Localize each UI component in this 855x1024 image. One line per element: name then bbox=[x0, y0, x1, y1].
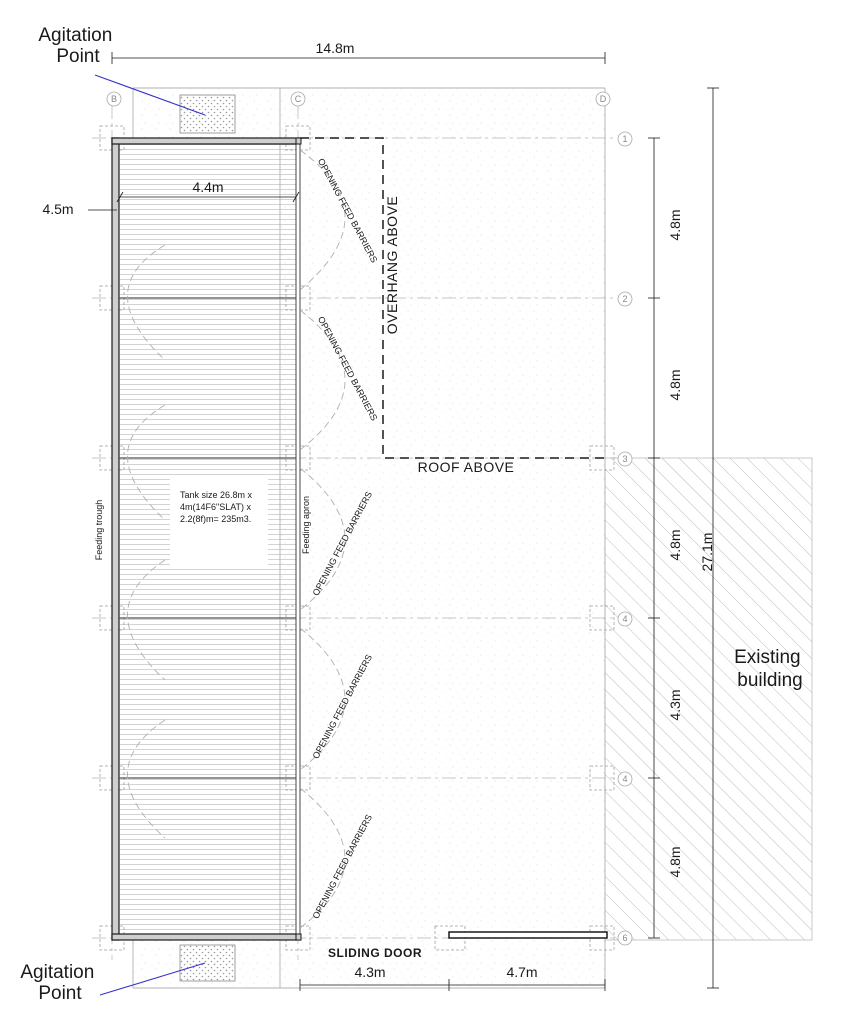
grid-row-4a: 4 bbox=[622, 614, 628, 624]
roof-above-label: ROOF ABOVE bbox=[417, 459, 515, 475]
agitation-top-word1: Agitation bbox=[38, 25, 113, 46]
sliding-door-label: SLIDING DOOR bbox=[327, 946, 423, 960]
existing-building-word2: building bbox=[737, 670, 803, 691]
grid-row-1: 1 bbox=[622, 134, 628, 144]
sliding-door bbox=[449, 932, 607, 938]
tank-note-line-3: 2.2(8f)m= 235m3. bbox=[180, 514, 252, 524]
dim-bottom-right: 4.7m bbox=[506, 964, 538, 980]
grid-col-d: D bbox=[599, 94, 607, 104]
overhang-above-label: OVERHANG ABOVE bbox=[384, 195, 400, 335]
tank-note-line-2: 4m(14F6"SLAT) x bbox=[180, 502, 252, 512]
tank-note bbox=[180, 490, 255, 524]
agitation-pad-top bbox=[180, 95, 235, 133]
grid-row-2: 2 bbox=[622, 294, 628, 304]
feed-barrier-label-5: OPENING FEED BARRIERS bbox=[310, 812, 375, 921]
dim-left-width: 4.5m bbox=[42, 201, 74, 217]
dim-slat-width: 4.4m bbox=[192, 179, 224, 195]
agitation-bottom-label bbox=[20, 962, 99, 1004]
dim-bay-2: 4.8m bbox=[667, 369, 683, 401]
grid-row-6: 6 bbox=[622, 933, 628, 943]
feed-barrier-label-1: OPENING FEED BARRIERS bbox=[315, 156, 380, 265]
dim-bay-1: 4.8m bbox=[667, 209, 683, 241]
feed-barrier-label-4: OPENING FEED BARRIERS bbox=[310, 652, 375, 761]
existing-building-word1: Existing bbox=[734, 647, 801, 668]
dim-total-length: 27.1m bbox=[699, 532, 715, 572]
dim-bay-5: 4.8m bbox=[667, 846, 683, 878]
feed-barrier-label-2: OPENING FEED BARRIERS bbox=[315, 314, 380, 423]
agitation-top-label bbox=[38, 25, 117, 67]
grid-col-c: C bbox=[294, 94, 302, 104]
dim-bay-3: 4.8m bbox=[667, 529, 683, 561]
grid-row-4b: 4 bbox=[622, 774, 628, 784]
agitation-pad-bottom bbox=[180, 945, 235, 981]
feed-barrier-label-3: OPENING FEED BARRIERS bbox=[310, 489, 375, 598]
tank-note-line-1: Tank size 26.8m x bbox=[180, 490, 253, 500]
agitation-bottom-word2: Point bbox=[38, 983, 82, 1004]
feeding-apron-label: Feeding apron bbox=[301, 495, 311, 555]
dim-bay-4: 4.3m bbox=[667, 689, 683, 721]
existing-building-hatch bbox=[605, 458, 812, 940]
dim-overall-width: 14.8m bbox=[315, 40, 355, 56]
concrete-yard bbox=[280, 88, 605, 988]
dim-bottom-left: 4.3m bbox=[354, 964, 386, 980]
grid-col-b: B bbox=[110, 94, 118, 104]
feeding-trough-label: Feeding trough bbox=[94, 499, 104, 561]
agitation-bottom-word1: Agitation bbox=[20, 962, 95, 983]
agitation-top-word2: Point bbox=[56, 46, 100, 67]
grid-row-3: 3 bbox=[622, 454, 628, 464]
